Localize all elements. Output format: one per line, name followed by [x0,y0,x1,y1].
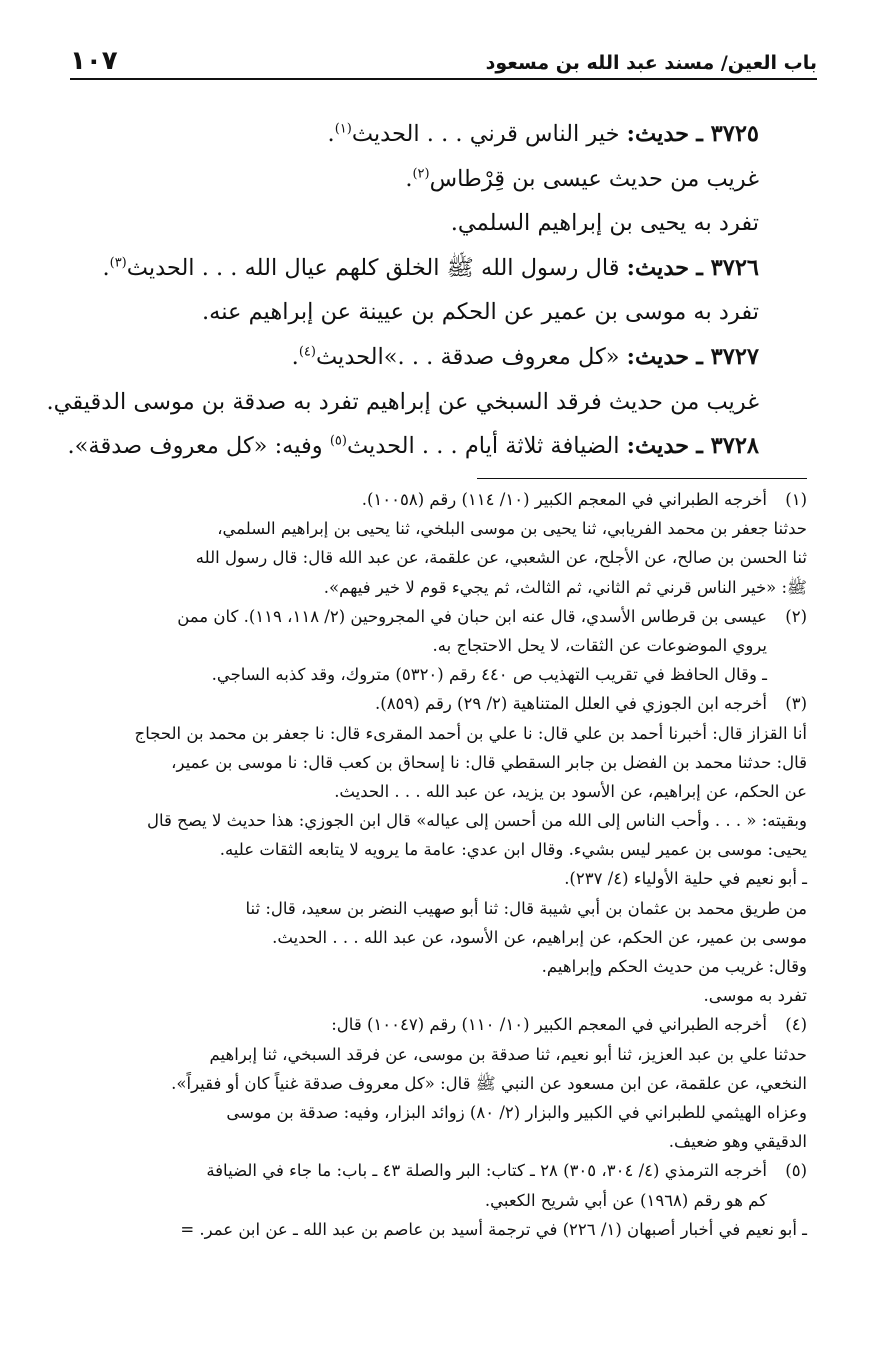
footnote-text: عن الحكم، عن إبراهيم، عن الأسود بن يزيد، عن عبد الله . . . الحديث. [334,781,807,801]
footnote-line [62,748,807,777]
footnote-line [62,543,807,572]
footnote-text: ـ وقال الحافظ في تقريب التهذيب ص ٤٤٠ رقم (٥٣٢٠) متروك، وقد كذبه الساجي. [211,665,767,685]
hadith-line: ٣٧٢٦ ـ حديث: قال رسول الله ﷺ الخلق كلهم عيال الله . . . الحديث$^{(٣)}$. [102,254,759,281]
hadith-line: ٣٧٢٥ ـ حديث: خير الناس قرني . . . الحديث$^{(١)}$. [327,121,759,147]
footnote-line [62,1127,807,1156]
footnote-line [62,573,807,602]
footnote-text: أخرجه الترمذي (٤/ ٣٠٤، ٣٠٥) ٢٨ ـ كتاب: البر والصلة ٤٣ ـ باب: ما جاء في الضيافة [206,1161,767,1181]
running-header [70,38,817,80]
footnotes [62,485,807,1244]
footnote-number: (٣) [785,694,807,714]
footnote-text: الدقيقي وهو ضعيف. [668,1132,807,1152]
footnote-number: (٢) [785,606,807,626]
footnote-text: موسى بن عمير، عن الحكم، عن إبراهيم، عن الأسود، عن عبد الله . . . الحديث. [272,927,807,947]
footnote-text: ـ أبو نعيم في أخبار أصبهان (١/ ٢٢٦) في ترجمة أسيد بن عاصم بن عبد الله ـ عن ابن عمر. = [180,1219,807,1239]
footnote-line [62,894,807,923]
footnote-line [62,1069,807,1098]
footnote-line [62,981,807,1010]
hadith-comment: تفرد به موسى بن عمير عن الحكم بن عيينة عن إبراهيم عنه. [201,299,759,326]
hadith-comment: تفرد به يحيى بن إبراهيم السلمي. [450,210,759,237]
footnote-line [62,514,807,543]
footnote-line [62,719,807,748]
footnote-line [62,777,807,806]
main-text [46,112,759,469]
footnote-text: ثنا الحسن بن صالح، عن الأجلح، عن الشعبي، عن علقمة، عن عبد الله قال: قال رسول الله [195,548,807,568]
footnote-line [62,1215,807,1244]
page-number: ١٠٧ [70,46,118,76]
footnote-text: من طريق محمد بن عثمان بن أبي شيبة قال: ثنا أبو صهيب النضر بن سعيد، قال: ثنا [245,898,807,918]
footnote-line [62,835,807,864]
footnote-text: تفرد به موسى. [703,986,807,1006]
footnote-text: كم هو رقم (١٩٦٨) عن أبي شريح الكعبي. [484,1190,767,1210]
footnote-number: (٤) [785,1015,807,1035]
footnote-text: ـ أبو نعيم في حلية الأولياء (٤/ ٢٣٧). [564,869,807,889]
footnote-line [62,1186,807,1215]
hadith-line: ٣٧٢٧ ـ حديث: «كل معروف صدقة . . .»الحديث$^{(٤)}$. [291,343,759,370]
footnote-ref[interactable]: (٢) [412,166,430,182]
footnote-line [62,631,807,660]
footnote-number: (١) [785,490,807,509]
footnote-text: أخرجه ابن الجوزي في العلل المتناهية (٢/ ٢٩) رقم (٨٥٩). [375,694,767,714]
footnote-ref[interactable]: (٥) [329,433,347,449]
footnote-line [62,660,807,689]
running-title: باب العين/ مسند عبد الله بن مسعود [485,52,817,74]
footnote-text: حدثنا جعفر بن محمد الفريابي، ثنا يحيى بن موسى البلخي، ثنا يحيى بن إبراهيم السلمي، [217,519,807,539]
footnote-text: يحيى: موسى بن عمير ليس بشيء. وقال ابن عدي: عامة ما يرويه لا يتابعه الثقات عليه. [219,840,807,860]
footnote-text: قال: حدثنا محمد بن الفضل بن جابر السقطي قال: نا إسحاق بن كعب قال: نا موسى بن عمير، [171,752,807,772]
hadith-comment: غريب من حديث عيسى بن قِرْطاس$^{(٢)}$. [405,165,759,192]
footnote-start-line [62,1010,807,1039]
footnote-start-line [62,689,807,718]
footnote-number: (٥) [785,1161,807,1181]
footnote-text: النخعي، عن علقمة، عن ابن مسعود عن النبي ﷺ قال: «كل معروف صدقة غنياً كان أو فقيراً». [171,1073,807,1093]
footnote-ref[interactable]: (١) [334,121,352,137]
footnote-ref[interactable]: (٤) [298,344,316,360]
hadith-comment: غريب من حديث فرقد السبخي عن إبراهيم تفرد به صدقة بن موسى الدقيقي. [46,388,759,415]
footnote-line [62,1098,807,1127]
footnote-ref[interactable]: (٣) [109,255,127,271]
footnote-text: وبقيته: « . . . وأحب الناس إلى الله من أحسن إلى عياله» قال ابن الجوزي: هذا حديث لا يصح قال [147,811,807,831]
footnote-text: عيسى بن قرطاس الأسدي، قال عنه ابن حبان في المجروحين (٢/ ١١٨، ١١٩). كان ممن [177,606,767,626]
footnote-text: يروي الموضوعات عن الثقات، لا يحل الاحتجاج به. [432,635,767,655]
footnote-text: أخرجه الطبراني في المعجم الكبير (١٠/ ١١٤) رقم (١٠٠٥٨). [361,490,767,509]
footnote-text: أنا القزاز قال: أخبرنا أحمد بن علي قال: نا علي بن أحمد المقرىء قال: نا جعفر بن محمد بن الحجاج [134,723,807,743]
footnote-separator [477,478,807,479]
footnote-start-line [62,602,807,631]
footnote-start-line [62,485,807,514]
footnote-text: أخرجه الطبراني في المعجم الكبير (١٠/ ١١٠) رقم (١٠٠٤٧) قال: [331,1015,767,1035]
footnote-line [62,923,807,952]
footnote-text: حدثنا علي بن عبد العزيز، ثنا أبو نعيم، ثنا صدقة بن موسى، عن فرقد السبخي، ثنا إبراهيم [209,1044,807,1064]
footnote-line [62,952,807,981]
hadith-line: ٣٧٢٨ ـ حديث: الضيافة ثلاثة أيام . . . الحديث$^{(٥)}$ وفيه: «كل معروف صدقة». [67,433,759,460]
footnote-start-line [62,1156,807,1185]
footnote-text: ﷺ: «خير الناس قرني ثم الثاني، ثم الثالث، ثم يجيء قوم لا خير فيهم». [323,577,807,597]
footnote-line [62,864,807,893]
footnote-text: وعزاه الهيثمي للطبراني في الكبير والبزار (٢/ ٨٠) زوائد البزار، وفيه: صدقة بن موسى [226,1102,807,1122]
footnote-line [62,1040,807,1069]
footnote-line [62,806,807,835]
footnote-text: وقال: غريب من حديث الحكم وإبراهيم. [541,957,807,976]
